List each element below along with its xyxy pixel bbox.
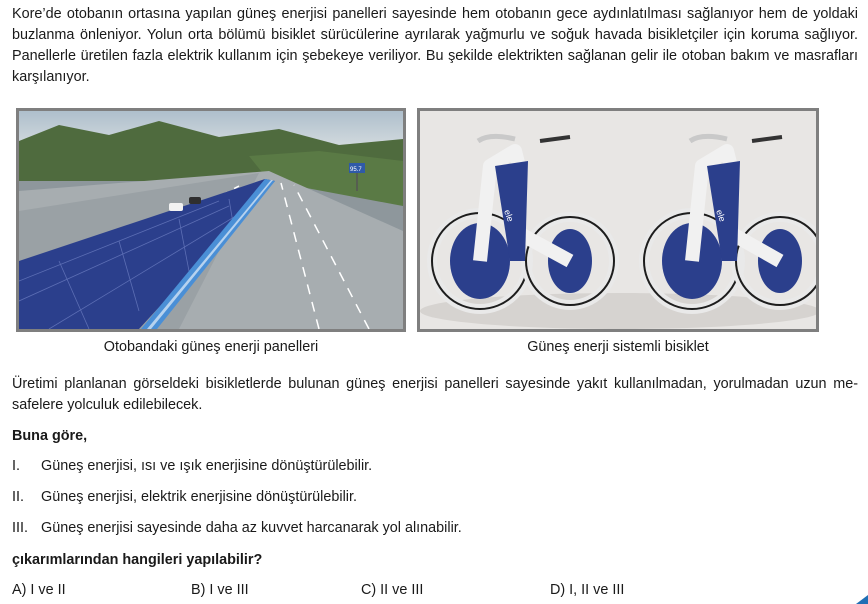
highway-caption: Otobandaki güneş enerji panelleri xyxy=(103,339,319,355)
bicycle-caption: Güneş enerji sistemli bisiklet xyxy=(527,339,709,355)
option-d[interactable]: D) I, II ve III xyxy=(550,582,625,598)
statement-1 xyxy=(12,456,372,477)
highway-solar-panels-image xyxy=(16,108,406,332)
car xyxy=(169,203,183,211)
option-b[interactable]: B) I ve III xyxy=(191,582,249,598)
statement-2 xyxy=(12,487,357,508)
statement-number: I. xyxy=(12,458,20,474)
context-paragraph: Üretimi planlanan görseldeki bisikletlerde bulunan güneş enerjisi panelleri sayesinde yakıt kullanılmadan, yorulmadan uzun mesafelere yolculuk edilebilecek. xyxy=(12,376,858,413)
highway-sign-text: 95.7 xyxy=(350,167,362,173)
option-a[interactable]: A) I ve II xyxy=(12,582,66,598)
statement-number: II. xyxy=(12,489,24,505)
statement-text: Güneş enerjisi, ısı ve ışık enerjisine dönüştürülebilir. xyxy=(41,458,373,474)
option-c[interactable]: C) II ve III xyxy=(361,582,424,598)
corner-accent xyxy=(856,595,868,604)
bike-brand-text: ele xyxy=(714,208,728,223)
intro-paragraph: Kore’de otobanın ortasına yapılan güneş enerjisi panelleri sayesinde hem otobanın gece aydınlatılması sağlanıyor hem de yoldaki buzlanma önleniyor. Yolun orta bölümü bisiklet sürücülerine ayrılarak yağmurlu ve soğuk havada bisikletçiler için koruma sağlıyor. Panellerle üretilen fazla elektrik kullanım için şebekeye veriliyor. Bu şekilde elektrikten sağlanan gelir ile otoban bakım ve masrafları karşılanıyor. xyxy=(12,6,858,85)
highway-illustration xyxy=(19,111,403,329)
statement-text: Güneş enerjisi sayesinde daha az kuvvet harcanarak yol alınabilir. xyxy=(41,520,462,536)
statement-3 xyxy=(12,518,462,539)
bicycles-illustration xyxy=(420,111,816,329)
solar-bicycles-image xyxy=(417,108,819,332)
question-lead: Buna göre, xyxy=(12,428,88,444)
statement-text: Güneş enerjisi, elektrik enerjisine dönüştürülebilir. xyxy=(41,489,357,505)
bike-brand-text: ele xyxy=(502,208,516,223)
statement-number: III. xyxy=(12,520,28,536)
question-ask: çıkarımlarından hangileri yapılabilir? xyxy=(12,552,263,568)
